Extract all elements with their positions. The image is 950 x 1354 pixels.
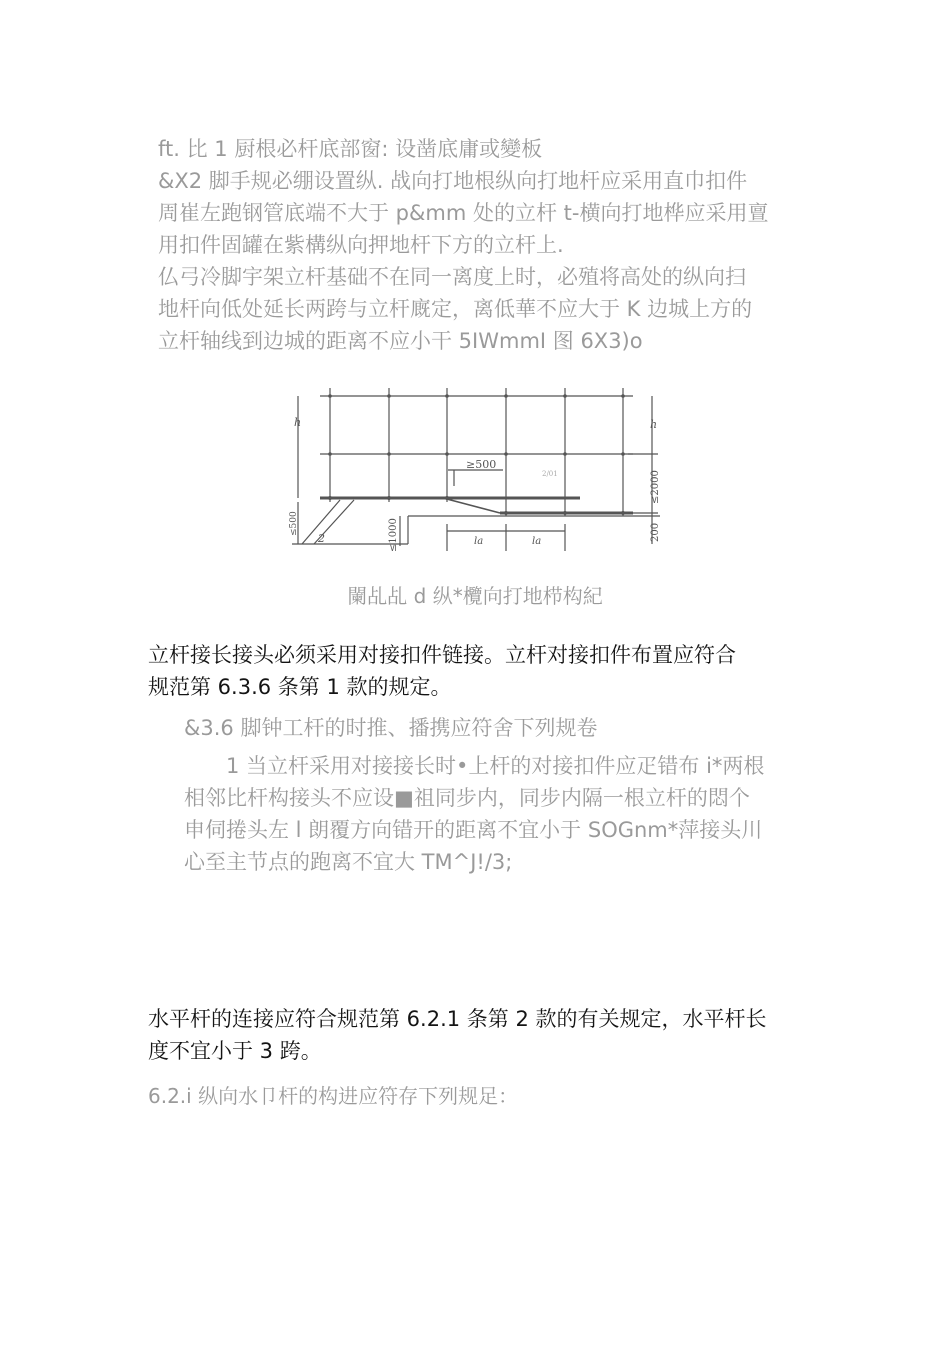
scan-line: 仏弓冷脚宇架立杆基础不在同一离度上时，必殖将高处的纵向扫 — [158, 265, 746, 289]
body-line: 度不宜小于 3 跨。 — [148, 1039, 322, 1063]
scan-heading: &3.6 脚钟工杆的时推、播携应符舍下列规卷 — [184, 716, 598, 740]
label-le1000: ≤1000 — [388, 518, 399, 552]
scan-line: &X2 脚手规必绷设置纵. 战向打地根纵向打地杆应采用直巾扣件 — [158, 169, 748, 193]
label-la-2: la — [532, 536, 542, 547]
body-line: 规范第 6.3.6 条第 1 款的规定。 — [148, 675, 452, 699]
scan-line: 1 当立杆采用对接接长时•上杆的对接扣件应疋错布 i*两根 — [226, 754, 765, 778]
scan-line: 周崔左跑钢管底端不大于 p&mm 处的立杆 t-横向打地桦应采用亶 — [158, 201, 769, 225]
scan-line: ft. 比 1 厨根必杆底部窗: 设凿底庸或變板 — [158, 137, 543, 161]
scan-line: 用扣件固罐在紫構纵向押地杆下方的立杆上. — [158, 233, 564, 257]
label-faint: 2/01 — [542, 470, 558, 478]
label-h-right: h — [650, 418, 658, 431]
scan-line: 心至主节点的跑离不宜大 TM^J!/3; — [184, 850, 513, 874]
scaffold-diagram — [288, 376, 664, 556]
figure-caption: 闌乩乩 d 纵*欖向打地栉构紀 — [347, 584, 603, 608]
body-line: 立杆接长接头必须采用对接扣件链接。立杆对接扣件布置应符合 — [148, 643, 736, 667]
label-le2000: ≤2000 — [650, 470, 661, 504]
label-h-left: h — [294, 416, 302, 429]
scan-line-bottom: 6.2.i 纵向水卩杆的构进应符存下列规足： — [148, 1084, 519, 1108]
scan-line: 地杆向低处延长两跨与立杆廐定，离低華不应大于 K 边城上方的 — [158, 297, 753, 321]
scan-line: 立杆轴线到边城的距离不应小干 5IWmmI 图 6X3)o — [158, 329, 643, 353]
label-le500: ≤500 — [289, 511, 299, 536]
label-ge500: ≥500 — [466, 458, 497, 471]
scan-line: 申伺捲头左 l 朗覆方向错开的距离不宜小于 SOGnm*萍接头川 — [184, 818, 763, 842]
scan-line: 相邻比杆构接头不应设■祖同步内，同步内隔一根立杆的悶个 — [184, 786, 750, 810]
label-dim200: 200 — [650, 522, 661, 542]
label-la-1: la — [474, 536, 484, 547]
label-num-2: 2 — [318, 532, 325, 545]
body-line: 水平杆的连接应符合规范第 6.2.1 条第 2 款的有关规定，水平杆长 — [148, 1007, 767, 1031]
